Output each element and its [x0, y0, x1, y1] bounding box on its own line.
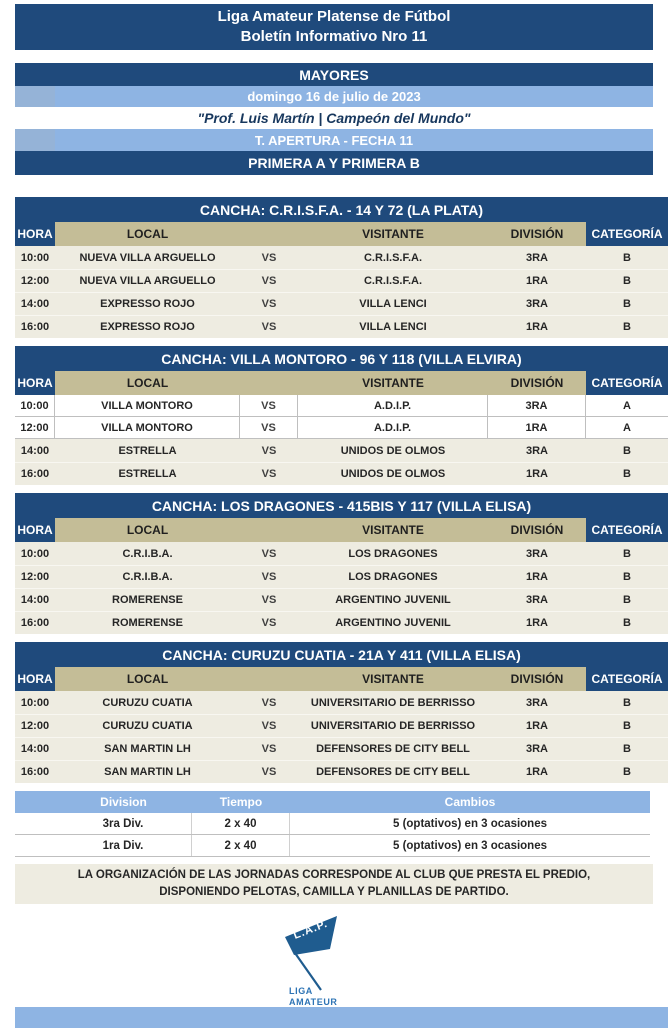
match-time: 10:00: [20, 251, 50, 264]
match-division: 1RA: [525, 468, 548, 480]
away-team: UNIVERSITARIO DE BERRISSO: [310, 720, 476, 732]
column-header-visitante: VISITANTE: [298, 518, 488, 542]
match-category: B: [623, 696, 631, 709]
away-team: DEFENSORES DE CITY BELL: [316, 766, 470, 778]
vs-label: VS: [261, 594, 277, 606]
date-bar: [15, 86, 653, 107]
fixture-table-title: CANCHA: C.R.I.S.F.A. - 14 Y 72 (LA PLATA): [15, 197, 668, 222]
match-row: [15, 269, 668, 292]
away-team: VILLA LENCI: [359, 298, 427, 310]
match-time: 12:00: [20, 720, 50, 732]
match-row: [15, 462, 668, 485]
match-row: [15, 315, 668, 338]
match-row: [15, 292, 668, 315]
column-header-vs: [240, 222, 298, 246]
fixture-table-title: CANCHA: LOS DRAGONES - 415BIS Y 117 (VILLA ELISA): [15, 493, 668, 518]
fixture-table: [15, 197, 668, 338]
fixture-table-header: [15, 371, 668, 395]
column-header-visitante: VISITANTE: [298, 371, 488, 395]
match-row: [15, 416, 668, 439]
column-header-hora: HORA: [15, 667, 55, 691]
column-header-categoria: CATEGORÍA: [586, 518, 668, 542]
home-team: C.R.I.B.A.: [122, 547, 173, 560]
rules-cambios-cell: 5 (optativos) en 3 ocasiones: [392, 839, 547, 852]
away-team: ARGENTINO JUVENIL: [335, 594, 451, 606]
rules-header-tiempo: Tiempo: [219, 795, 263, 809]
vs-label: VS: [240, 417, 298, 438]
home-team: EXPRESSO ROJO: [100, 321, 195, 333]
vs-label: VS: [261, 468, 277, 480]
fixture-table-title: CANCHA: VILLA MONTORO - 96 Y 118 (VILLA ELVIRA): [15, 346, 668, 371]
away-team: LOS DRAGONES: [348, 547, 438, 560]
rules-division-cell: 3ra Div.: [55, 813, 192, 834]
match-category: B: [623, 766, 631, 778]
match-category: B: [623, 743, 631, 755]
match-division: 3RA: [525, 298, 548, 310]
match-time: 16:00: [20, 766, 50, 778]
match-row: [15, 611, 668, 634]
match-row: [15, 565, 668, 588]
column-header-categoria: CATEGORÍA: [586, 371, 668, 395]
match-division: 3RA: [525, 547, 548, 560]
rules-header-division: Division: [100, 795, 147, 809]
away-team: UNIDOS DE OLMOS: [340, 444, 446, 457]
fixture-table-header: [15, 518, 668, 542]
match-category: B: [623, 444, 631, 457]
rules-row: [15, 835, 650, 857]
match-row: [15, 588, 668, 611]
match-division: 1RA: [525, 766, 548, 778]
rules-tiempo-cell: 2 x 40: [192, 813, 290, 834]
column-header-hora: HORA: [15, 222, 55, 246]
match-row: [15, 542, 668, 565]
stage-label: T. APERTURA - FECHA 11: [254, 132, 414, 148]
match-row: [15, 394, 668, 417]
organization-note-line2: DISPONIENDO PELOTAS, CAMILLA Y PLANILLAS DE PARTIDO.: [159, 886, 509, 898]
match-division: 3RA: [525, 696, 548, 709]
fixtures-section: [15, 197, 668, 783]
rules-header-spacer: [15, 791, 55, 813]
match-time: 14:00: [20, 298, 50, 310]
match-time: 12:00: [20, 275, 50, 287]
rules-table: [15, 791, 650, 857]
home-team: CURUZU CUATIA: [102, 696, 193, 709]
match-category: B: [623, 617, 631, 629]
column-header-categoria: CATEGORÍA: [586, 222, 668, 246]
rules-tiempo-cell: 2 x 40: [192, 835, 290, 856]
category-label: MAYORES: [299, 66, 369, 83]
match-time: 16:00: [20, 617, 50, 629]
column-header-division: DIVISIÓN: [488, 667, 586, 691]
match-time: 10:00: [20, 696, 50, 709]
match-division: 1RA: [525, 275, 548, 287]
match-time: 14:00: [20, 594, 50, 606]
stage-bar: [15, 129, 653, 151]
match-category: B: [623, 321, 631, 333]
category-bar: [15, 63, 653, 86]
match-time: 10:00: [15, 395, 55, 416]
match-time: 10:00: [20, 547, 50, 560]
home-team: EXPRESSO ROJO: [100, 298, 195, 310]
league-title: Liga Amateur Platense de Fútbol: [217, 8, 451, 25]
match-category: B: [623, 720, 631, 732]
logo-line: LIGA: [289, 986, 313, 996]
bulletin-header: [15, 4, 653, 50]
match-division: 3RA: [525, 743, 548, 755]
vs-label: VS: [261, 444, 277, 457]
match-row: [15, 760, 668, 783]
column-header-hora: HORA: [15, 518, 55, 542]
match-row: [15, 246, 668, 269]
away-team: LOS DRAGONES: [348, 571, 438, 583]
divisions-bar: [15, 151, 653, 175]
away-team: VILLA LENCI: [359, 321, 427, 333]
rules-spacer-cell: [15, 813, 55, 834]
home-team: NUEVA VILLA ARGUELLO: [79, 275, 216, 287]
home-team: SAN MARTIN LH: [104, 743, 191, 755]
home-team: ROMERENSE: [112, 594, 183, 606]
vs-label: VS: [261, 696, 277, 709]
column-header-categoria: CATEGORÍA: [586, 667, 668, 691]
vs-label: VS: [261, 321, 277, 333]
tribute-quote: "Prof. Luis Martín | Campeón del Mundo": [197, 110, 471, 126]
vs-label: VS: [240, 395, 298, 416]
footer-bar: [15, 1007, 668, 1028]
match-category: B: [623, 571, 631, 583]
away-team: C.R.I.S.F.A.: [363, 275, 423, 287]
match-division: 3RA: [488, 395, 586, 416]
rules-division-cell: 1ra Div.: [55, 835, 192, 856]
match-time: 16:00: [20, 468, 50, 480]
bulletin-number: Boletín Informativo Nro 11: [240, 28, 428, 45]
match-division: 1RA: [525, 617, 548, 629]
away-team: ARGENTINO JUVENIL: [335, 617, 451, 629]
home-team: CURUZU CUATIA: [102, 720, 193, 732]
vs-label: VS: [261, 766, 277, 778]
away-team: A.D.I.P.: [298, 417, 488, 438]
column-header-local: LOCAL: [55, 222, 240, 246]
vs-label: VS: [261, 743, 277, 755]
match-division: 3RA: [525, 444, 548, 457]
vs-label: VS: [261, 617, 277, 629]
away-team: A.D.I.P.: [298, 395, 488, 416]
column-header-vs: [240, 518, 298, 542]
tribute-quote-bar: [15, 107, 653, 129]
column-header-division: DIVISIÓN: [488, 518, 586, 542]
vs-label: VS: [261, 720, 277, 732]
vs-label: VS: [261, 275, 277, 287]
column-header-division: DIVISIÓN: [488, 371, 586, 395]
flag-label: L.A.P.: [291, 917, 330, 942]
match-category: A: [623, 399, 631, 412]
match-division: 3RA: [525, 594, 548, 606]
match-time: 16:00: [20, 321, 50, 333]
home-team: SAN MARTIN LH: [104, 766, 191, 778]
match-row: [15, 714, 668, 737]
home-team: C.R.I.B.A.: [122, 571, 173, 583]
match-division: 3RA: [525, 251, 548, 264]
match-time: 12:00: [15, 417, 55, 438]
rules-cambios-cell: 5 (optativos) en 3 ocasiones: [392, 817, 547, 830]
home-team: ESTRELLA: [118, 468, 177, 480]
vs-label: VS: [261, 547, 277, 560]
fixture-table: [15, 346, 668, 485]
match-division: 1RA: [525, 571, 548, 583]
home-team: ROMERENSE: [112, 617, 183, 629]
match-category: B: [623, 468, 631, 480]
fixture-table-header: [15, 222, 668, 246]
organization-note: [15, 864, 653, 904]
match-time: 12:00: [20, 571, 50, 583]
match-row: [15, 439, 668, 462]
home-team: ESTRELLA: [118, 444, 177, 457]
logo-line: AMATEUR: [289, 997, 338, 1007]
column-header-local: LOCAL: [55, 667, 240, 691]
pennant-flag-icon: [269, 910, 399, 992]
home-team: VILLA MONTORO: [55, 417, 240, 438]
match-category: B: [623, 547, 631, 560]
home-team: NUEVA VILLA ARGUELLO: [79, 251, 216, 264]
rules-header-row: [15, 791, 650, 813]
column-header-local: LOCAL: [55, 518, 240, 542]
organization-note-line1: LA ORGANIZACIÓN DE LAS JORNADAS CORRESPONDE AL CLUB QUE PRESTA EL PREDIO,: [77, 869, 591, 881]
match-category: B: [623, 275, 631, 287]
rules-spacer-cell: [15, 835, 55, 856]
column-header-hora: HORA: [15, 371, 55, 395]
home-team: VILLA MONTORO: [55, 395, 240, 416]
vs-label: VS: [261, 298, 277, 310]
date-label: domingo 16 de julio de 2023: [247, 89, 421, 104]
match-category: B: [623, 298, 631, 310]
away-team: UNIDOS DE OLMOS: [340, 468, 446, 480]
match-time: 14:00: [20, 743, 50, 755]
away-team: DEFENSORES DE CITY BELL: [316, 743, 470, 755]
column-header-visitante: VISITANTE: [298, 667, 488, 691]
match-division: 1RA: [525, 321, 548, 333]
match-row: [15, 737, 668, 760]
vs-label: VS: [261, 571, 277, 583]
fixture-table-header: [15, 667, 668, 691]
column-header-vs: [240, 667, 298, 691]
fixture-table-title: CANCHA: CURUZU CUATIA - 21A Y 411 (VILLA ELISA): [15, 642, 668, 667]
fixture-table: [15, 642, 668, 783]
match-category: B: [623, 251, 631, 264]
column-header-visitante: VISITANTE: [298, 222, 488, 246]
rules-header-cambios: Cambios: [444, 795, 496, 809]
match-category: A: [623, 421, 631, 434]
match-row: [15, 691, 668, 714]
match-division: 1RA: [525, 720, 548, 732]
vs-label: VS: [261, 251, 277, 264]
divisions-label: PRIMERA A Y PRIMERA B: [248, 155, 420, 171]
column-header-vs: [240, 371, 298, 395]
column-header-division: DIVISIÓN: [488, 222, 586, 246]
away-team: C.R.I.S.F.A.: [363, 251, 423, 264]
rules-row: [15, 813, 650, 835]
match-division: 1RA: [488, 417, 586, 438]
match-time: 14:00: [20, 444, 50, 457]
match-category: B: [623, 594, 631, 606]
away-team: UNIVERSITARIO DE BERRISSO: [310, 696, 476, 709]
column-header-local: LOCAL: [55, 371, 240, 395]
fixture-table: [15, 493, 668, 634]
